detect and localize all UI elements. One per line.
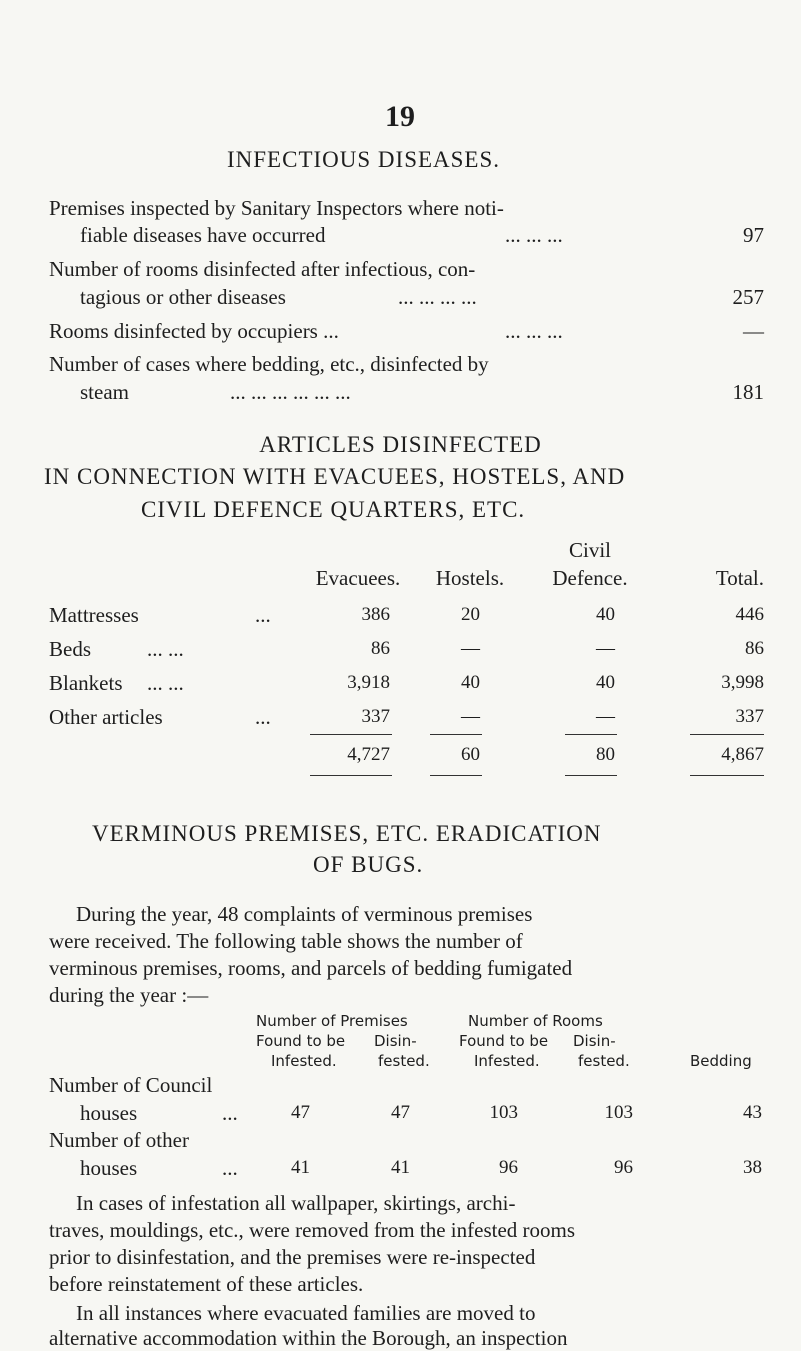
cell-civil: —	[596, 706, 615, 727]
row-dots: ... ...	[147, 637, 184, 661]
bottom-rule-evacuees	[310, 775, 392, 776]
cell-premises-disin: 41	[391, 1157, 410, 1178]
header-rooms-infested: Infested.	[474, 1052, 540, 1070]
verminous-heading-line2: OF BUGS.	[313, 852, 424, 877]
header-premises-infested: Infested.	[271, 1052, 337, 1070]
total-rule-total	[690, 734, 764, 735]
header-rooms-disin: Disin-	[573, 1032, 616, 1050]
cell-total: 337	[735, 706, 764, 727]
cell-hostels: —	[461, 706, 480, 727]
col-header-evacuees: Evacuees.	[315, 566, 401, 590]
total-rule-hostels	[430, 734, 482, 735]
row-label-line2: houses	[80, 1101, 138, 1125]
cell-evacuees: 337	[361, 706, 390, 727]
cell-total: 446	[735, 604, 764, 625]
paragraph-line: During the year, 48 complaints of verminous premises	[76, 902, 533, 926]
section-title: INFECTIOUS DISEASES.	[227, 147, 501, 172]
header-premises-disin: Disin-	[374, 1032, 417, 1050]
col-header-civil-line2: Defence.	[552, 566, 628, 590]
paragraph-line: before reinstatement of these articles.	[49, 1272, 364, 1296]
total-hostels: 60	[461, 744, 480, 765]
summary-item-2-dots: ... ... ... ...	[398, 285, 477, 309]
page-number: 19	[385, 100, 415, 133]
verminous-heading-line1: VERMINOUS PREMISES, ETC. ERADICATION	[92, 821, 602, 846]
articles-heading-line1: ARTICLES DISINFECTED	[259, 432, 542, 457]
row-dots: ...	[255, 705, 271, 729]
row-label: Beds	[49, 637, 91, 661]
cell-premises-found: 47	[291, 1102, 310, 1123]
summary-item-3-dots: ... ... ...	[505, 319, 563, 343]
summary-item-4-value: 181	[732, 380, 764, 404]
summary-item-2-line2: tagious or other diseases	[80, 285, 286, 309]
summary-item-2-value: 257	[732, 285, 764, 309]
cell-civil: —	[596, 638, 615, 659]
paragraph-line: traves, mouldings, etc., were removed from the infested rooms	[49, 1218, 576, 1242]
cell-civil: 40	[596, 672, 615, 693]
paragraph-line: In cases of infestation all wallpaper, skirtings, archi-	[76, 1191, 516, 1215]
header-rooms-found: Found to be	[459, 1032, 549, 1050]
cell-premises-found: 41	[291, 1157, 310, 1178]
total-total: 4,867	[721, 744, 764, 765]
total-rule-civil	[565, 734, 617, 735]
cell-bedding: 38	[743, 1157, 762, 1178]
row-label-line2: houses	[80, 1156, 138, 1180]
total-evacuees: 4,727	[347, 744, 390, 765]
summary-item-3-value: —	[743, 319, 764, 343]
cell-premises-disin: 47	[391, 1102, 410, 1123]
total-rule-evacuees	[310, 734, 392, 735]
col-header-civil-line1: Civil	[568, 538, 611, 562]
cell-hostels: —	[461, 638, 480, 659]
summary-item-1-dots: ... ... ...	[505, 223, 563, 247]
total-civil: 80	[596, 744, 615, 765]
paragraph-line: In all instances where evacuated families are moved to	[76, 1301, 536, 1325]
col-header-hostels: Hostels.	[435, 566, 505, 590]
cell-civil: 40	[596, 604, 615, 625]
row-dots: ...	[222, 1156, 238, 1180]
articles-heading-line3: CIVIL DEFENCE QUARTERS, ETC.	[141, 497, 526, 522]
col-header-total: Total.	[715, 566, 764, 590]
cell-total: 86	[745, 638, 764, 659]
cell-total: 3,998	[721, 672, 764, 693]
paragraph-line: alternative accommodation within the Borough, an inspection	[49, 1326, 568, 1350]
summary-item-4-line1: Number of cases where bedding, etc., disinfected by	[49, 352, 489, 376]
row-label: Mattresses	[49, 603, 139, 627]
bottom-rule-hostels	[430, 775, 482, 776]
header-number-of-premises: Number of Premises	[256, 1012, 408, 1030]
row-dots: ... ...	[147, 671, 184, 695]
cell-bedding: 43	[743, 1102, 762, 1123]
row-label-line1: Number of other	[49, 1128, 189, 1152]
cell-hostels: 40	[461, 672, 480, 693]
row-dots: ...	[255, 603, 271, 627]
header-premises-fested: fested.	[378, 1052, 430, 1070]
paragraph-line: verminous premises, rooms, and parcels of bedding fumigated	[49, 956, 573, 980]
cell-rooms-found: 96	[499, 1157, 518, 1178]
summary-item-1-line2: fiable diseases have occurred	[80, 223, 326, 247]
row-label-line1: Number of Council	[49, 1073, 213, 1097]
row-label: Other articles	[49, 705, 163, 729]
cell-hostels: 20	[461, 604, 480, 625]
cell-rooms-found: 103	[489, 1102, 518, 1123]
row-label: Blankets	[49, 671, 123, 695]
summary-item-3-line: Rooms disinfected by occupiers ...	[49, 319, 339, 343]
paragraph-line: during the year :—	[49, 983, 209, 1007]
cell-rooms-disin: 96	[614, 1157, 633, 1178]
row-dots: ...	[222, 1101, 238, 1125]
summary-item-4-dots: ... ... ... ... ... ...	[230, 380, 351, 404]
cell-evacuees: 86	[371, 638, 390, 659]
summary-item-4-line2: steam	[80, 380, 129, 404]
bottom-rule-civil	[565, 775, 617, 776]
summary-item-1-value: 97	[743, 223, 764, 247]
summary-item-2-line1: Number of rooms disinfected after infectious, con-	[49, 257, 476, 281]
header-number-of-rooms: Number of Rooms	[468, 1012, 603, 1030]
paragraph-line: prior to disinfestation, and the premises were re-inspected	[49, 1245, 536, 1269]
header-rooms-fested: fested.	[578, 1052, 630, 1070]
articles-heading-line2: IN CONNECTION WITH EVACUEES, HOSTELS, AND	[44, 464, 626, 489]
cell-evacuees: 386	[361, 604, 390, 625]
header-premises-found: Found to be	[256, 1032, 346, 1050]
cell-rooms-disin: 103	[604, 1102, 633, 1123]
summary-item-1-line1: Premises inspected by Sanitary Inspectors where noti-	[49, 196, 504, 220]
header-bedding: Bedding	[690, 1052, 752, 1070]
paragraph-line: were received. The following table shows the number of	[49, 929, 523, 953]
bottom-rule-total	[690, 775, 764, 776]
cell-evacuees: 3,918	[347, 672, 390, 693]
